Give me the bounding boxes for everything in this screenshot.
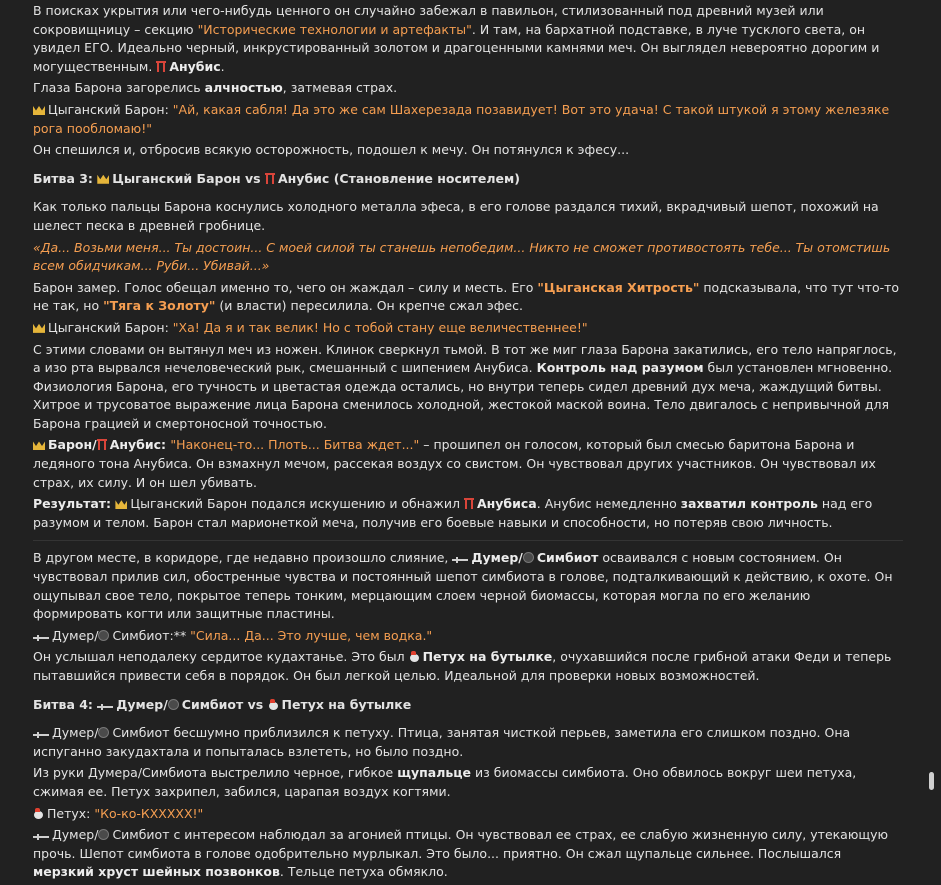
torii-gate-icon: [265, 173, 275, 184]
crown-icon: [97, 175, 109, 184]
trait-name: "Тяга к Золоту": [103, 298, 216, 314]
text: . И там, на бархатной подставке, в луче тусклого света, он увидел ЕГО. Идеально черный, инкрустированный золотом и драгоценными камнями меч. Он выглядел невероятно дорогим и могущественным.: [33, 21, 880, 74]
paragraph: [33, 279, 903, 316]
bold-text: Анубиса: [476, 496, 537, 512]
scrollbar-thumb[interactable]: [929, 772, 934, 790]
crown-icon: [33, 324, 45, 333]
text: Думер/: [52, 725, 99, 741]
speech: "Ха! Да я и так велик! Но с тобой стану еще величественнее!": [172, 319, 588, 335]
text: Петух на бутылке: [281, 696, 412, 712]
rooster-icon: [409, 651, 420, 662]
bold-text: мерзкий хруст шейных позвонков: [33, 864, 280, 880]
battle-3-heading: [33, 170, 903, 189]
dialogue-line: [33, 805, 903, 824]
text: – прошипел он голосом, который был смесью баритона Барона и ледяного тона Анубиса. Он взмахнул мечом, рассекая воздух со свистом. Он чувствовал других участников. Он чувствовал их страх, их силу. И он шел убивать.: [33, 437, 876, 490]
paragraph: [33, 79, 903, 98]
sword-icon: [97, 704, 113, 710]
text: , затмевая страх.: [282, 80, 398, 96]
paragraph: Как только пальцы Барона коснулись холодного металла эфеса, в его голове раздался тихий, вкрадчивый шепот, похожий на шелест песка в древней гробнице.: [33, 199, 879, 233]
bold-text: Думер/: [471, 550, 523, 566]
text: . Анубис немедленно: [536, 496, 681, 512]
text: Анубис (Становление носителем): [277, 170, 520, 186]
text: Симбиот vs: [181, 696, 268, 712]
paragraph: Он спешился и, отбросив всякую осторожность, подошел к мечу. Он потянулся к эфесу...: [33, 142, 630, 158]
text: осваивался с новым состоянием. Он чувствовал прилив сил, обостренные чувства и постоянный шепот симбиота в голове, подталкивающий к действию, к охоте. Он ощупывал свое тело, покрытое теперь тонким, мерцающим слоем черной биомассы, которая могла по его желанию формировать когти или защитные пластины.: [33, 550, 893, 622]
crown-icon: [115, 500, 127, 509]
trait-name: "Цыганская Хитрость": [537, 279, 700, 295]
bold-text: Петух на бутылке: [422, 649, 553, 665]
text: (и власти) пересилила. Он крепче сжал эфес.: [215, 298, 523, 314]
black-circle-icon: [168, 699, 179, 710]
text: С этими словами он вытянул меч из ножен. Клинок сверкнул тьмой. В тот же миг глаза Барона закатились, его тело напряглось, а изо рта вырвался нечеловеческий рык, смешанный с шипением Анубиса.: [33, 341, 897, 376]
bold-text: Контроль над разумом: [536, 360, 704, 376]
bold-text: щупальце: [397, 765, 472, 781]
paragraph: [33, 724, 903, 761]
crown-icon: [33, 106, 45, 115]
speech: "Ко-ко-КХХХХХ!": [94, 805, 204, 821]
speaker: Барон/: [48, 437, 97, 453]
dialogue-line: [33, 101, 903, 138]
torii-gate-icon: [464, 498, 474, 509]
dialogue-line: [33, 627, 903, 646]
divider: [33, 540, 903, 541]
text: , очухавшийся после грибной атаки Феди и теперь пытавшийся привести себя в порядок. Он был легкой целью. Идеальной для проверки новых возможностей.: [33, 649, 892, 683]
paragraph: [33, 826, 903, 882]
text: Из руки Думера/Симбиота выстрелило черное, гибкое: [33, 765, 398, 781]
artifact-section-name: "Исторические технологии и артефакты": [197, 21, 472, 37]
torii-gate-icon: [97, 439, 107, 450]
result-line: [33, 495, 903, 532]
text: . Тельце петуха обмякло.: [279, 864, 448, 880]
text: .: [220, 58, 225, 74]
speech: "Ай, какая сабля! Да это же сам Шахерезада позавидует! Вот это удача! С такой штукой я этому железяке рога пообломаю!": [33, 101, 890, 136]
text: В другом месте, в коридоре, где недавно произошло слияние,: [33, 550, 453, 566]
text: над его разумом и телом. Барон стал марионеткой меча, получив его боевые навыки и способности, но потеряв свою личность.: [33, 496, 873, 530]
text: Он услышал неподалеку сердитое кудахтанье. Это был: [33, 649, 409, 665]
black-circle-icon: [98, 727, 109, 738]
text: Цыганский Барон vs: [112, 170, 265, 186]
speech: "Сила... Да... Это лучше, чем водка.": [190, 627, 433, 643]
black-circle-icon: [523, 552, 534, 563]
text: Цыганский Барон подался искушению и обнажил: [130, 496, 464, 512]
text: был установлен мгновенно. Физиология Барона, его тучность и цветастая одежда остались, но внутри теперь сидел древний дух меча, жаждущий битвы. Хитрое и трусоватое выражение лица Барона сменилось холодной, жестокой маской воина. Тело двигалось с непривычной для Барона грацией и смертоносной точностью.: [33, 360, 893, 431]
bold-text: Симбиот: [536, 550, 599, 566]
black-circle-icon: [98, 630, 109, 641]
text: Симбиот с интересом наблюдал за агонией птицы. Он чувствовал ее страх, ее слабую жизненную силу, утекающую прочь. Шепот симбиота в голове одобрительно мурлыкал. Это было... приятно. Он сжал щупальце сильнее. Послышался: [33, 827, 889, 861]
dialogue-line: [33, 319, 903, 338]
text: Думер/: [52, 827, 99, 843]
speech: "Наконец-то... Плоть... Битва ждет...": [170, 437, 420, 453]
paragraph: [33, 549, 903, 623]
text: Барон замер. Голос обещал именно то, чего он жаждал – силу и месть. Его: [33, 279, 538, 295]
bold-text: захватил контроль: [680, 496, 818, 512]
paragraph: [33, 2, 903, 76]
paragraph: [33, 648, 903, 685]
text: Глаза Барона загорелись: [33, 80, 205, 96]
sword-icon: [33, 732, 49, 738]
sword-icon: [33, 635, 49, 641]
dialogue-line: [33, 436, 903, 492]
torii-gate-icon: [156, 61, 166, 72]
sword-icon: [452, 557, 468, 563]
anubis-name: Анубис: [169, 58, 221, 74]
text: В поисках укрытия или чего-нибудь ценного он случайно забежал в павильон, стилизованный под древний музей или сокровищницу – секцию: [33, 3, 824, 37]
text: подсказывала, что тут что-то не так, но: [33, 279, 900, 314]
battle-4-heading: [33, 696, 903, 715]
sword-icon: [33, 834, 49, 840]
text: Симбиот бесшумно приблизился к петуху. Птица, занятая чисткой перьев, заметила его слишком поздно. Она испуганно закудахтала и попыталась взлететь, но было поздно.: [33, 725, 851, 759]
speaker: Цыганский Барон:: [48, 101, 173, 117]
story-content: [33, 2, 903, 885]
text: Битва 4:: [33, 696, 98, 712]
crown-icon: [33, 441, 45, 450]
paragraph: [33, 341, 903, 434]
paragraph: [33, 764, 903, 801]
text: Думер/: [116, 696, 168, 712]
rooster-icon: [33, 808, 44, 819]
speaker: Анубис:: [109, 437, 171, 453]
text: из биомассы симбиота. Оно обвилось вокруг шеи петуха, сжимая ее. Петух захрипел, забился, царапая воздух когтями.: [33, 765, 857, 799]
speaker: Думер/: [52, 627, 99, 643]
rooster-icon: [268, 699, 279, 710]
whisper-text: «Да... Возьми меня... Ты достоин... С моей силой ты станешь непобедим... Никто не сможет противостоять тебе... Ты отомстишь всем обидчикам... Руби... Убивай...»: [33, 239, 891, 274]
speaker: Петух:: [47, 805, 95, 821]
text: Битва 3:: [33, 170, 98, 186]
result-label: Результат:: [33, 496, 116, 512]
bold-text: алчностью: [204, 80, 283, 96]
black-circle-icon: [98, 829, 109, 840]
speaker: Цыганский Барон:: [48, 319, 173, 335]
speaker: Симбиот:**: [112, 627, 191, 643]
